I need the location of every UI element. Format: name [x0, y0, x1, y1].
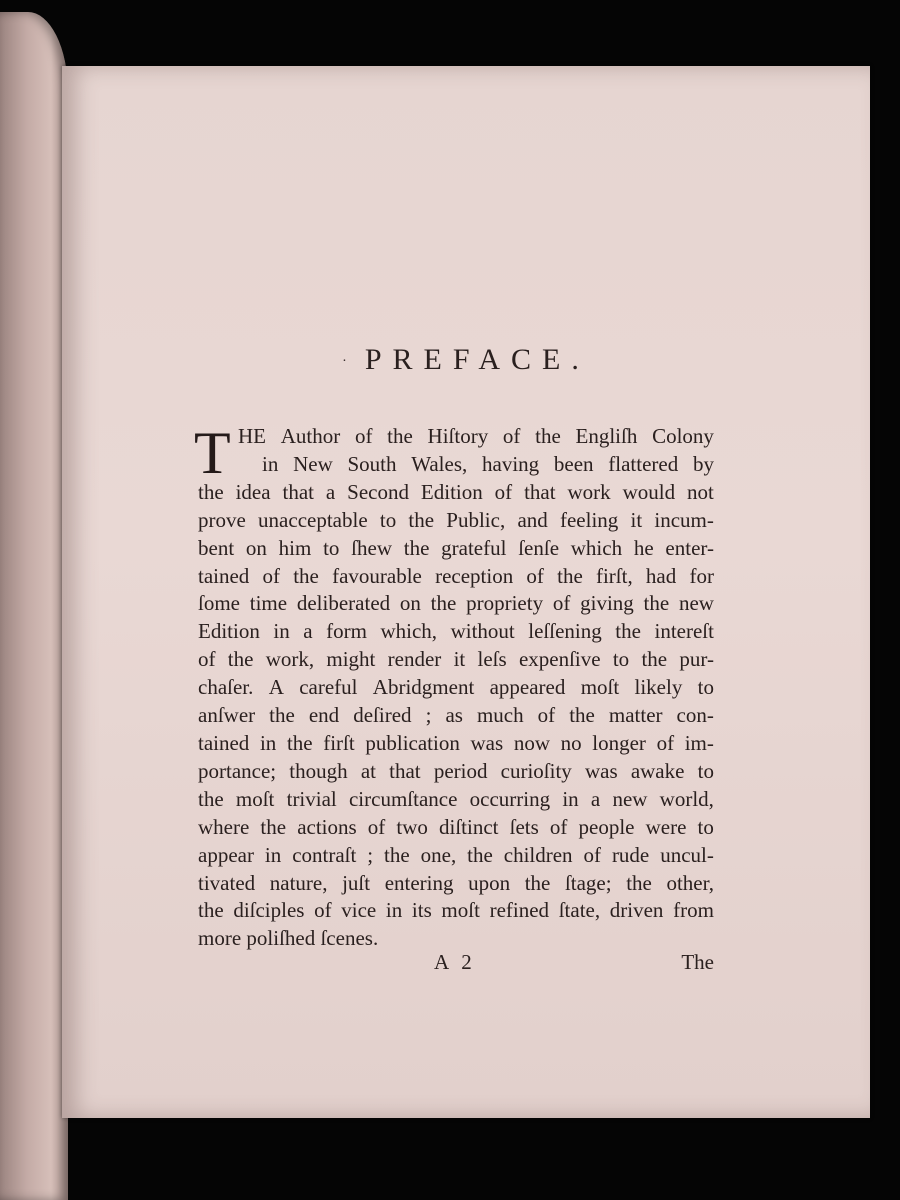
word: the — [557, 563, 583, 588]
word: con- — [676, 703, 714, 728]
word: moſt — [580, 675, 620, 700]
page-footer — [198, 950, 714, 980]
word: Author — [280, 424, 341, 448]
word: one, — [420, 842, 457, 867]
word: to — [323, 535, 340, 560]
word: diſciples — [233, 898, 305, 923]
word: the — [615, 619, 641, 644]
word: firſt — [323, 730, 355, 755]
word: matter — [608, 703, 663, 728]
word: world, — [659, 786, 714, 811]
text-line — [198, 870, 714, 898]
word: of — [314, 898, 332, 923]
word: ; — [367, 842, 374, 867]
text-line: more poliſhed ſcenes. — [198, 926, 379, 951]
word: from — [673, 898, 714, 923]
word: on — [245, 535, 267, 560]
show-through-texture — [122, 176, 822, 205]
word: unacceptable — [258, 507, 368, 532]
word: ; — [425, 703, 432, 728]
word: the — [387, 424, 413, 448]
word: on — [399, 591, 421, 616]
text-line — [198, 842, 714, 870]
word: new — [612, 786, 648, 811]
word: tained — [198, 563, 250, 588]
word: anſwer — [198, 703, 256, 728]
word: of — [537, 703, 556, 728]
word: awake — [630, 758, 685, 783]
word: the — [467, 842, 493, 867]
word: that — [389, 758, 421, 783]
word: flattered — [608, 451, 679, 476]
word: Wales, — [411, 451, 468, 476]
word: Edition — [198, 619, 260, 644]
word: and — [517, 507, 548, 532]
word: of — [354, 424, 373, 448]
text-line — [198, 451, 714, 479]
word: two — [396, 814, 428, 839]
word: period — [433, 758, 488, 783]
word: the — [198, 898, 224, 923]
word: new — [678, 591, 714, 616]
word: the — [524, 870, 551, 895]
word: of — [656, 730, 675, 755]
word: which, — [380, 619, 438, 644]
word: leſſening — [528, 619, 602, 644]
word: now — [513, 730, 550, 755]
word: in — [264, 842, 282, 867]
text-line — [198, 479, 714, 507]
text-line — [198, 786, 714, 814]
word: though — [289, 758, 348, 783]
show-through-text — [122, 176, 822, 205]
word: entering — [384, 870, 454, 895]
word: in — [562, 786, 579, 811]
word: form — [326, 619, 367, 644]
ornament-dot: · — [342, 354, 347, 370]
word: its — [411, 898, 432, 923]
word: moſt — [441, 898, 480, 923]
word: as — [445, 703, 463, 728]
word: which — [570, 535, 623, 560]
word: bent — [198, 535, 235, 560]
word: of — [262, 563, 281, 588]
text-line — [198, 618, 714, 646]
word: Public, — [446, 507, 506, 532]
text-line — [198, 730, 714, 758]
word: moſt — [235, 786, 275, 811]
word: that — [524, 479, 556, 504]
word: A — [268, 675, 284, 700]
word: circumſtance — [348, 786, 458, 811]
word: for — [689, 563, 714, 588]
word: end — [308, 703, 340, 728]
word: appeared — [489, 675, 566, 700]
word: careful — [299, 675, 358, 700]
word: not — [687, 479, 714, 504]
word: work, — [265, 647, 315, 672]
word: ſenſe — [518, 535, 560, 560]
word: in — [273, 619, 290, 644]
word: propriety — [466, 591, 544, 616]
word: the — [408, 507, 435, 532]
word: Hiſtory — [427, 424, 489, 448]
text-line — [198, 814, 714, 842]
word: longer — [592, 730, 646, 755]
word: was — [584, 758, 618, 783]
word: ſome — [198, 591, 240, 616]
word: of — [549, 814, 568, 839]
word: without — [450, 619, 515, 644]
word: upon — [468, 870, 511, 895]
word: Engliſh — [575, 424, 638, 448]
word: ſhew — [351, 535, 392, 560]
word: of — [502, 424, 521, 448]
word: appear — [198, 842, 254, 867]
word: reception — [435, 563, 514, 588]
word: incum- — [654, 507, 714, 532]
word: the — [384, 842, 410, 867]
word: curioſity — [500, 758, 572, 783]
word: was — [470, 730, 504, 755]
text-line — [198, 758, 714, 786]
word: uncul- — [660, 842, 714, 867]
facing-page-edge — [0, 12, 68, 1200]
word: work — [567, 479, 611, 504]
word: to — [697, 814, 714, 839]
word: ſets — [509, 814, 539, 839]
word: other, — [666, 870, 714, 895]
word: chaſer. — [198, 675, 254, 700]
word: of — [367, 814, 386, 839]
word: intereſt — [654, 619, 714, 644]
word: to — [379, 507, 397, 532]
text-line — [198, 702, 714, 730]
word: of — [526, 563, 544, 588]
word: people — [578, 814, 635, 839]
word: to — [697, 758, 714, 783]
word: Colony — [652, 424, 714, 448]
word: the — [293, 563, 319, 588]
drop-cap: T — [194, 420, 231, 486]
word: by — [692, 451, 714, 476]
word: actions — [297, 814, 357, 839]
word: he — [633, 535, 654, 560]
word: the — [626, 870, 652, 895]
word: the — [643, 591, 670, 616]
word: leſs — [477, 647, 507, 672]
word: him — [278, 535, 312, 560]
word: deliberated — [296, 591, 391, 616]
word: occurring — [469, 786, 551, 811]
word: im- — [684, 730, 714, 755]
word: trivial — [286, 786, 337, 811]
word: having — [482, 451, 540, 476]
book-page — [62, 66, 870, 1118]
text-line — [198, 563, 714, 591]
word: where — [198, 814, 250, 839]
word: the — [269, 703, 295, 728]
word: to — [612, 647, 630, 672]
word: the — [641, 647, 668, 672]
word: a — [325, 479, 336, 504]
word: Second — [347, 479, 409, 504]
word: prove — [198, 507, 246, 532]
word: firſt, — [595, 563, 633, 588]
word: at — [360, 758, 376, 783]
word: the — [227, 647, 254, 672]
word: children — [503, 842, 573, 867]
word: the — [535, 424, 561, 448]
word: feeling — [559, 507, 619, 532]
word: of — [583, 842, 601, 867]
word: Edition — [420, 479, 483, 504]
word: nature, — [269, 870, 328, 895]
word: New — [293, 451, 333, 476]
word: in — [262, 451, 279, 476]
word: enter- — [665, 535, 714, 560]
word: publication — [365, 730, 460, 755]
word: pur- — [679, 647, 714, 672]
word: were — [645, 814, 687, 839]
word: tained — [198, 730, 250, 755]
word: to — [697, 675, 714, 700]
word: juſt — [342, 870, 371, 895]
word: in — [259, 730, 277, 755]
word: diſtinct — [439, 814, 499, 839]
heading-text: PREFACE. — [364, 343, 590, 376]
word: of — [494, 479, 513, 504]
word: expenſive — [518, 647, 601, 672]
signature-mark: A 2 — [434, 950, 476, 974]
preface-body — [194, 420, 714, 953]
word: the — [569, 703, 595, 728]
word: the — [198, 786, 224, 811]
text-line — [198, 590, 714, 618]
word: ſtage; — [564, 870, 612, 895]
page-heading — [62, 343, 870, 377]
word: deſired — [353, 703, 412, 728]
word: rude — [611, 842, 650, 867]
word: tivated — [198, 870, 256, 895]
word: favourable — [332, 563, 422, 588]
word: had — [645, 563, 677, 588]
word: the — [286, 730, 313, 755]
word: the — [430, 591, 457, 616]
text-line — [198, 674, 714, 702]
word: grateful — [441, 535, 507, 560]
catchword: The — [681, 950, 714, 974]
word: the — [198, 479, 224, 504]
word: Abridgment — [372, 675, 475, 700]
word: been — [553, 451, 594, 476]
text-line — [198, 535, 714, 563]
word: of — [552, 591, 571, 616]
word: vice — [341, 898, 377, 923]
word: no — [560, 730, 582, 755]
word: a — [590, 786, 601, 811]
word: might — [326, 647, 376, 672]
text-line — [198, 897, 714, 925]
text-line — [198, 507, 714, 535]
word: refined — [489, 898, 550, 923]
word: would — [622, 479, 676, 504]
word: idea — [235, 479, 271, 504]
word: the — [403, 535, 430, 560]
word: the — [260, 814, 287, 839]
word: giving — [580, 591, 634, 616]
word: render — [387, 647, 442, 672]
word: in — [385, 898, 403, 923]
text-line — [198, 646, 714, 674]
word: contraſt — [292, 842, 357, 867]
word: likely — [634, 675, 683, 700]
word: a — [303, 619, 313, 644]
word: much — [476, 703, 524, 728]
text-line — [198, 423, 714, 451]
word: of — [198, 647, 216, 672]
word: ſtate, — [558, 898, 601, 923]
word: driven — [609, 898, 664, 923]
word: HE — [238, 424, 266, 448]
word: that — [282, 479, 314, 504]
word: it — [453, 647, 466, 672]
word: portance; — [198, 758, 277, 783]
word: time — [249, 591, 288, 616]
word: South — [347, 451, 397, 476]
word: it — [630, 507, 643, 532]
